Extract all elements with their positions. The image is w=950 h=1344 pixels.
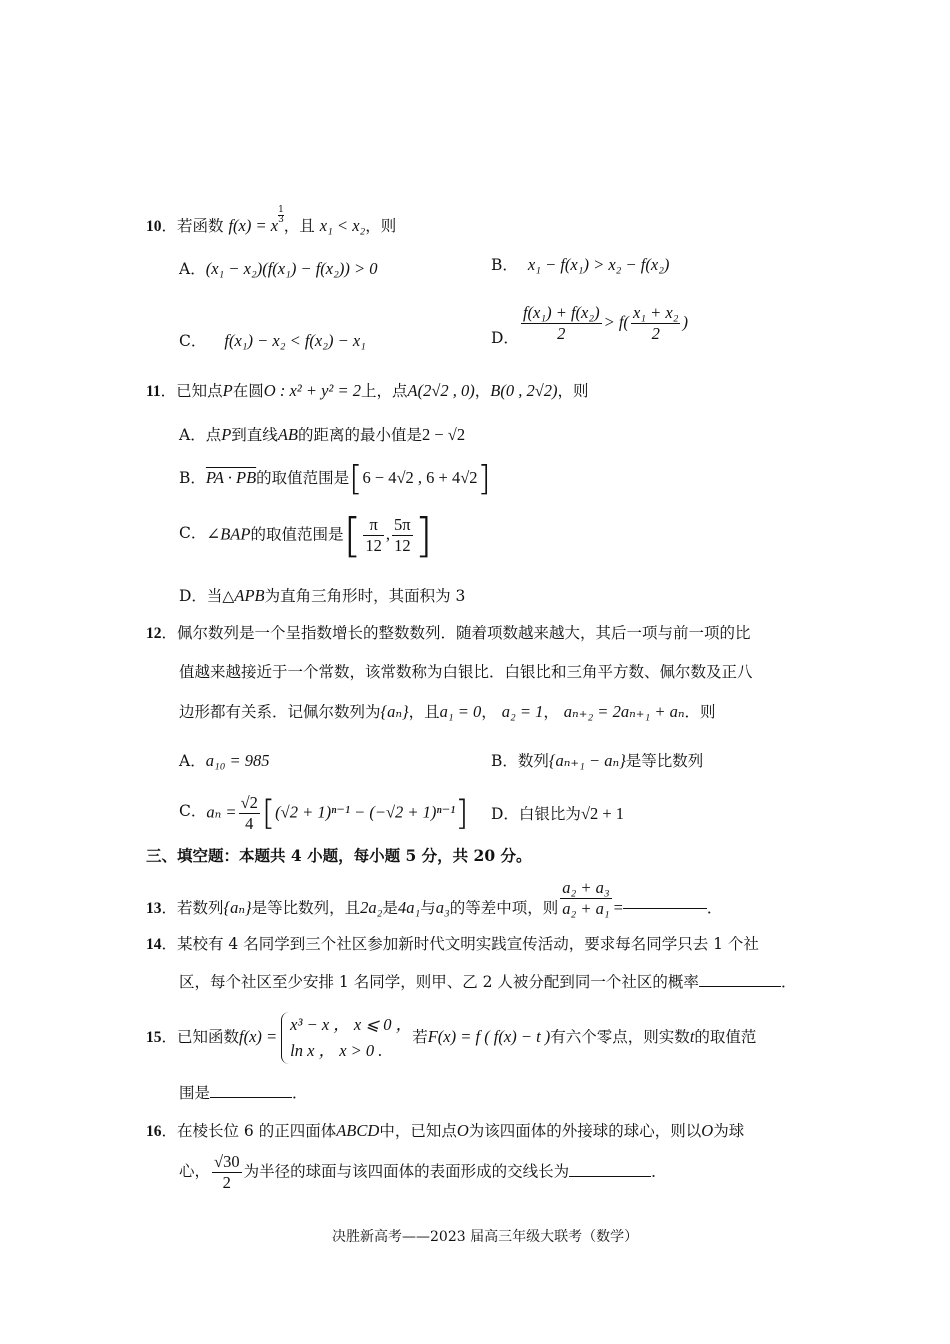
q14-line-2: 区，每个社区至少安排 1 名同学，则甲、乙 2 人被分配到同一个社区的概率 ． [179,973,797,991]
q12-line-2: 值越来越接近于一个常数，该常数称为白银比．白银比和三角平方数、佩尔数及正八 [179,663,753,681]
q14-answer-blank[interactable] [699,972,781,987]
q11-option-c[interactable]: C．∠BAP的取值范围是[ $\frac{\pi}{12}$ , $\frac{5\pi}{12}$ ] [179,508,433,563]
q15-answer-blank[interactable] [210,1083,292,1098]
q10-d-fraction-1: $\frac{\text{f(x₁) + f(x₂)}}{2}$ [522,303,600,343]
q12-option-c[interactable]: C．aₙ = $\frac{√2}{4}$ [(√2 + 1)ⁿ⁻¹ − (−√2 + 1)ⁿ⁻¹] [179,793,469,834]
q14-line-1: 14．某校有 4 名同学到三个社区参加新时代文明实践宣传活动，要求每名同学只去 1 个社 [146,935,759,953]
q14-number: 14 [146,936,162,953]
q10-option-d[interactable]: D． $\frac{\text{f(x₁) + f(x₂)}}{2}$ > f( $\frac{\text{x₁ + x₂}}{2}$ ) [491,303,688,347]
q15-line-2: 围是 ． [179,1084,308,1102]
q12-option-d[interactable]: D．白银比为√2 + 1 [491,804,625,823]
q12-option-a[interactable]: A．a₁₀ = 985 [179,751,270,770]
q13-answer-blank[interactable] [623,894,707,909]
q16-answer-blank[interactable] [569,1162,651,1177]
q11-c-fraction-1: $\frac{\pi}{12}$ [365,515,382,555]
q16-line-1: 16．在棱长位 6 的正四面体ABCD中，已知点O为该四面体的外接球的球心，则以O为球 [146,1121,745,1140]
q13-number: 13 [146,899,162,917]
q16-line-2: 心， $\frac{√30}{2}$ 为半径的球面与该四面体的表面形成的交线长为 ． [179,1152,667,1192]
q11-option-b[interactable]: B．PA · PB的取值范围是[6 − 4√2 , 6 + 4√2] [179,459,491,499]
section-3-header: 三、填空题：本题共 4 小题，每小题 5 分，共 20 分。 [146,846,532,865]
q10-option-a[interactable]: A．(x₁ − x₂)(f(x₁) − f(x₂)) > 0 [179,259,378,278]
q11-option-a[interactable]: A．点P到直线AB的距离的最小值是2 − √2 [179,425,466,444]
q13-stem: 13．若数列{aₙ}是等比数列，且2a₂是4a₁与a₃的等差中项，则 $\frac{\text{a₂ + a₃}}{\text{a₂ + a₁}}$ = ． [146,878,723,918]
q12-line-3: 边形都有关系．记佩尔数列为{aₙ}，且a₁ = 0， a₂ = 1， aₙ₊₂ = 2aₙ₊₁ + aₙ．则 [179,702,716,721]
q11-number: 11 [146,383,161,400]
q12-line-1: 12．佩尔数列是一个呈指数增长的整数数列．随着项数越来越大，其后一项与前一项的比 [146,624,751,642]
q16-fraction: $\frac{√30}{2}$ [214,1152,240,1192]
q10-exponent: $\frac{1}{3}$ [278,205,284,225]
q12-number: 12 [146,625,162,642]
q10-d-fraction-2: $\frac{\text{x₁ + x₂}}{2}$ [632,303,679,343]
q12-c-fraction: $\frac{√2}{4}$ [240,793,258,833]
page-footer: 决胜新高考——2023 届高三年级大联考（数学） [332,1229,639,1245]
q15-piecewise: x³ − x ， x ⩽ 0 ， ln x ， x > 0 . [281,1012,412,1064]
q15-number: 15 [146,1029,162,1046]
q10-option-b[interactable]: B． x₁ − f(x₁) > x₂ − f(x₂) [491,255,670,274]
q13-fraction: $\frac{\text{a₂ + a₃}}{\text{a₂ + a₁}}$ [562,878,610,918]
q12-option-b[interactable]: B．数列{aₙ₊₁ − aₙ}是等比数列 [491,751,704,770]
q11-option-d[interactable]: D．当△APB为直角三角形时，其面积为 3 [179,586,466,605]
q11-stem: 11．已知点P在圆O : x² + y² = 2上，点A(2√2 , 0)，B(0 , 2√2)，则 [146,381,589,400]
q11-c-fraction-2: $\frac{5\pi}{12}$ [394,515,411,555]
q16-number: 16 [146,1123,162,1140]
q15-stem: 15．已知函数f(x) = x³ − x ， x ⩽ 0 ， ln x ， x > 0 . 若F(x) = f ( f(x) − t )有六个零点，则实数t的取值范 [146,1012,756,1064]
q10-number: 10 [146,218,162,235]
q10-stem: 10．若函数 f(x) = x $\frac{1}{3}$ ，且 x₁ < x₂，则 [146,205,397,235]
q10-option-c[interactable]: C． f(x₁) − x₂ < f(x₂) − x₁ [179,331,366,350]
